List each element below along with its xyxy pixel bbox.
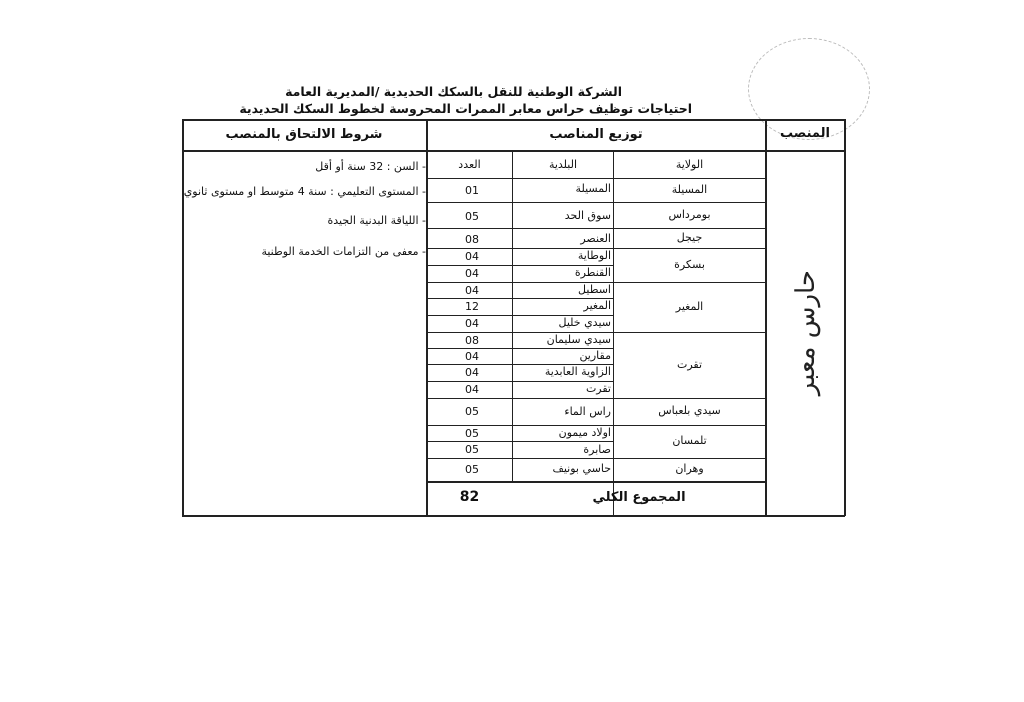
commune-cell: المغير bbox=[583, 299, 611, 312]
count-cell: 04 bbox=[465, 383, 479, 396]
count-cell: 04 bbox=[465, 250, 479, 263]
count-cell: 05 bbox=[465, 210, 479, 223]
subheader-count: العدد bbox=[458, 158, 481, 171]
wilaya-cell: تقرت bbox=[676, 358, 703, 371]
wilaya-cell: تلمسان bbox=[672, 434, 707, 447]
count-cell: 08 bbox=[465, 334, 479, 347]
total-label: المجموع الكلي bbox=[592, 490, 686, 505]
column-header-post: المنصب bbox=[780, 126, 830, 141]
count-cell: 04 bbox=[465, 267, 479, 280]
wilaya-cell: بسكرة bbox=[674, 258, 705, 271]
condition-item: - السن : 32 سنة أو أقل bbox=[315, 160, 426, 173]
count-cell: 04 bbox=[465, 350, 479, 363]
subheader-commune: البلدية bbox=[548, 158, 578, 171]
count-cell: 05 bbox=[465, 427, 479, 440]
condition-item: - المستوى التعليمي : سنة 4 متوسط او مستوى ثانوي bbox=[183, 185, 426, 198]
wilaya-cell: المغير bbox=[675, 300, 704, 313]
count-cell: 04 bbox=[465, 366, 479, 379]
commune-cell: القنطرة bbox=[574, 266, 611, 279]
commune-cell: الزاوية العابدية bbox=[544, 365, 611, 378]
wilaya-cell: وهران bbox=[675, 462, 704, 475]
wilaya-cell: بومرداس bbox=[668, 208, 711, 221]
commune-cell: راس الماء bbox=[564, 405, 611, 418]
column-header-distribution: توزيع المناصب bbox=[549, 127, 643, 142]
count-cell: 04 bbox=[465, 284, 479, 297]
document-title-line1: الشركة الوطنية للنقل بالسكك الحديدية /المديرية العامة bbox=[285, 84, 622, 99]
total-value: 82 bbox=[459, 489, 480, 505]
commune-cell: سيدي خليل bbox=[558, 316, 611, 329]
commune-cell: العنصر bbox=[580, 232, 611, 245]
count-cell: 12 bbox=[465, 300, 479, 313]
table-border-left bbox=[182, 119, 184, 516]
count-cell: 05 bbox=[465, 463, 479, 476]
wilaya-cell: المسيلة bbox=[671, 183, 708, 196]
count-cell: 08 bbox=[465, 233, 479, 246]
count-cell: 04 bbox=[465, 317, 479, 330]
post-name-handwritten: حارس معبر bbox=[791, 270, 821, 396]
subheader-wilaya: الولاية bbox=[675, 158, 704, 171]
commune-cell: حاسي بونيف bbox=[552, 462, 611, 475]
commune-cell: تقرت bbox=[585, 382, 611, 395]
count-cell: 01 bbox=[465, 184, 479, 197]
commune-cell: اولاد ميمون bbox=[558, 426, 611, 439]
commune-cell: اسطيل bbox=[578, 283, 611, 296]
count-cell: 05 bbox=[465, 443, 479, 456]
count-cell: 05 bbox=[465, 405, 479, 418]
commune-cell: الوطاية bbox=[577, 249, 611, 262]
column-header-conditions: شروط الالتحاق بالمنصب bbox=[225, 127, 383, 142]
condition-item: - اللياقة البدنية الجيدة bbox=[327, 214, 426, 227]
wilaya-cell: سيدي بلعباس bbox=[658, 404, 721, 417]
commune-cell: سوق الحد bbox=[564, 209, 611, 222]
commune-cell: صابرة bbox=[583, 443, 611, 456]
document-title-line2: احتياجات توظيف حراس معابر الممرات المحروسة لخطوط السكك الحديدية bbox=[239, 101, 692, 116]
commune-cell: مقارين bbox=[579, 349, 611, 362]
wilaya-cell: جيجل bbox=[676, 231, 703, 244]
commune-cell: سيدي سليمان bbox=[546, 333, 611, 346]
commune-cell: المسيلة bbox=[575, 182, 611, 195]
table-border-top bbox=[182, 119, 845, 121]
condition-item: - معفى من التزامات الخدمة الوطنية bbox=[261, 245, 426, 258]
table-border-right bbox=[844, 119, 846, 516]
